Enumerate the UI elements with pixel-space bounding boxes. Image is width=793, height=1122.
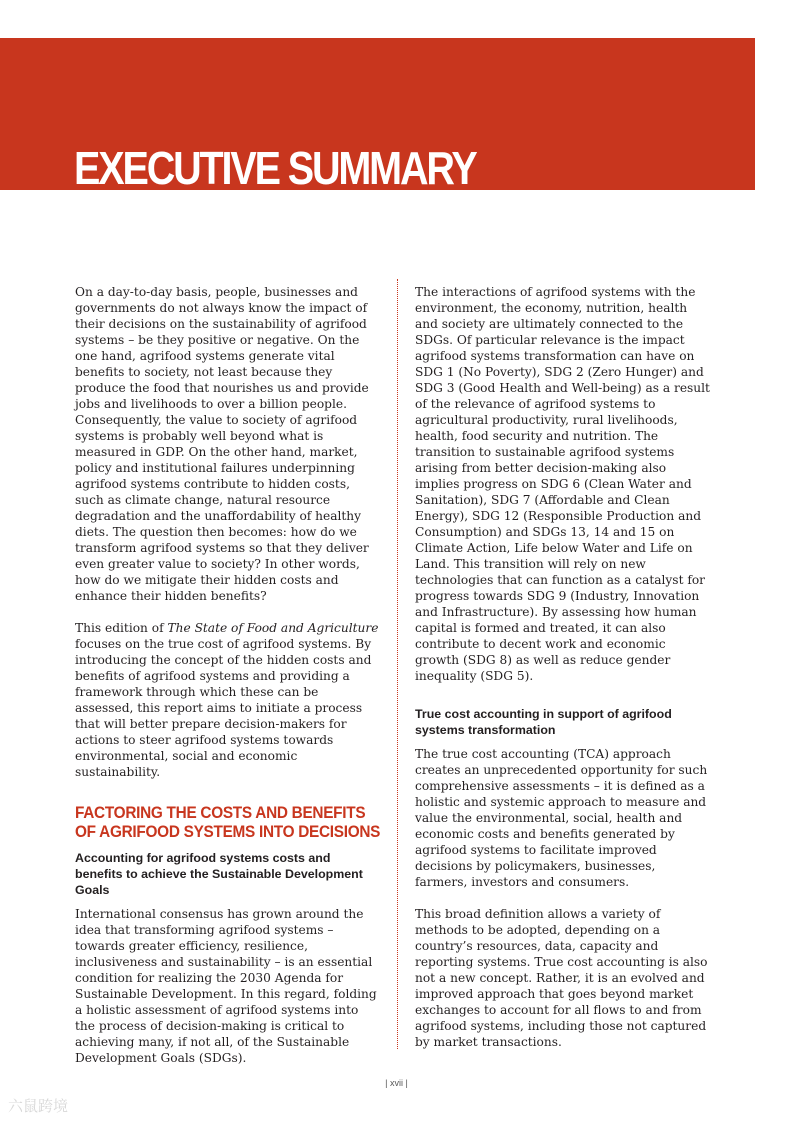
page-number: | xvii |	[385, 1078, 408, 1088]
edition-prefix: This edition of	[75, 621, 168, 635]
consensus-paragraph: International consensus has grown around the idea that transforming agrifood systems – towards greater efficiency, resilience, inclusiveness and sustainability – is an essential condition for realizing the 2030 Agenda for Sustainable Development. In this regard, folding a holistic assessment of agrifood systems into the process of decision-making is critical to achieving many, if not all, of the Sustainable Development Goals (SDGs).	[75, 907, 377, 1065]
sdg-paragraph: The interactions of agrifood systems with the environment, the economy, nutrition, health and society are ultimately connected to the SDGs. Of particular relevance is the impact agrifood systems transformation can have on SDG 1 (No Poverty), SDG 2 (Zero Hunger) and SDG 3 (Good Health and Well-being) as a result of the relevance of agrifood systems to agricultural productivity, rural livelihoods, health, food security and nutrition. The transition to sustainable agrifood systems arising from better decision-making also implies progress on SDG 6 (Clean Water and Sanitation), SDG 7 (Affordable and Clean Energy), SDG 12 (Responsible Production and Consumption) and SDGs 13, 14 and 15 on Climate Action, Life below Water and Life on Land. This transition will rely on new technologies that can function as a catalyst for progress towards SDG 9 (Industry, Innovation and Infrastructure). By assessing how human capital is formed and treated, it can also contribute to decent work and economic growth (SDG 8) as well as reduce gender inequality (SDG 5).	[415, 285, 710, 683]
column-divider	[397, 279, 398, 1049]
subheading-tca: True cost accounting in support of agrifood systems transformation	[415, 707, 672, 737]
right-column	[415, 284, 710, 1066]
edition-rest: focuses on the true cost of agrifood systems. By introducing the concept of the hidden costs and benefits of agrifood systems and providing a framework through which these can be assessed, this report aims to initiate a process that will better prepare decision-makers for actions to steer agrifood systems towards environmental, social and economic sustainability.	[75, 637, 372, 779]
definition-paragraph: This broad definition allows a variety of methods to be adopted, depending on a country’s resources, data, capacity and reporting systems. True cost accounting is also not a new concept. Rather, it is an evolved and improved approach that goes beyond market exchanges to account for all flows to and from agrifood systems, including those not captured by market transactions.	[415, 907, 708, 1049]
report-title-italic: The State of Food and Agriculture	[167, 621, 379, 635]
intro-paragraph: On a day-to-day basis, people, businesses and governments do not always know the impact of their decisions on the sustainability of agrifood systems – be they positive or negative. On the one hand, agrifood systems generate vital benefits to society, not least because they produce the food that nourishes us and provide jobs and livelihoods to over a billion people. Consequently, the value to society of agrifood systems is probably well beyond what is measured in GDP. On the other hand, market, policy and institutional failures underpinning agrifood systems contribute to hidden costs, such as climate change, natural resource degradation and the unaffordability of healthy diets. The question then becomes: how do we transform agrifood systems so that they deliver even greater value to society? In other words, how do we mitigate their hidden costs and enhance their hidden benefits?	[75, 285, 369, 603]
page-title: EXECUTIVE SUMMARY	[74, 142, 476, 194]
subheading-sdg: Accounting for agrifood systems costs and benefits to achieve the Sustainable Development Goals	[75, 851, 363, 897]
tca-paragraph: The true cost accounting (TCA) approach creates an unprecedented opportunity for such comprehensive assessments – it is defined as a holistic and systemic approach to measure and value the environmental, social, health and economic costs and benefits generated by agrifood systems to facilitate improved decisions by policymakers, businesses, farmers, investors and consumers.	[415, 747, 708, 889]
left-column	[75, 284, 380, 1082]
watermark-logo: 六鼠跨境	[8, 1098, 69, 1115]
edition-paragraph	[75, 620, 380, 780]
section-heading: FACTORING THE COSTS AND BENEFITS OF AGRIFOOD SYSTEMS INTO DECISIONS	[75, 804, 381, 841]
